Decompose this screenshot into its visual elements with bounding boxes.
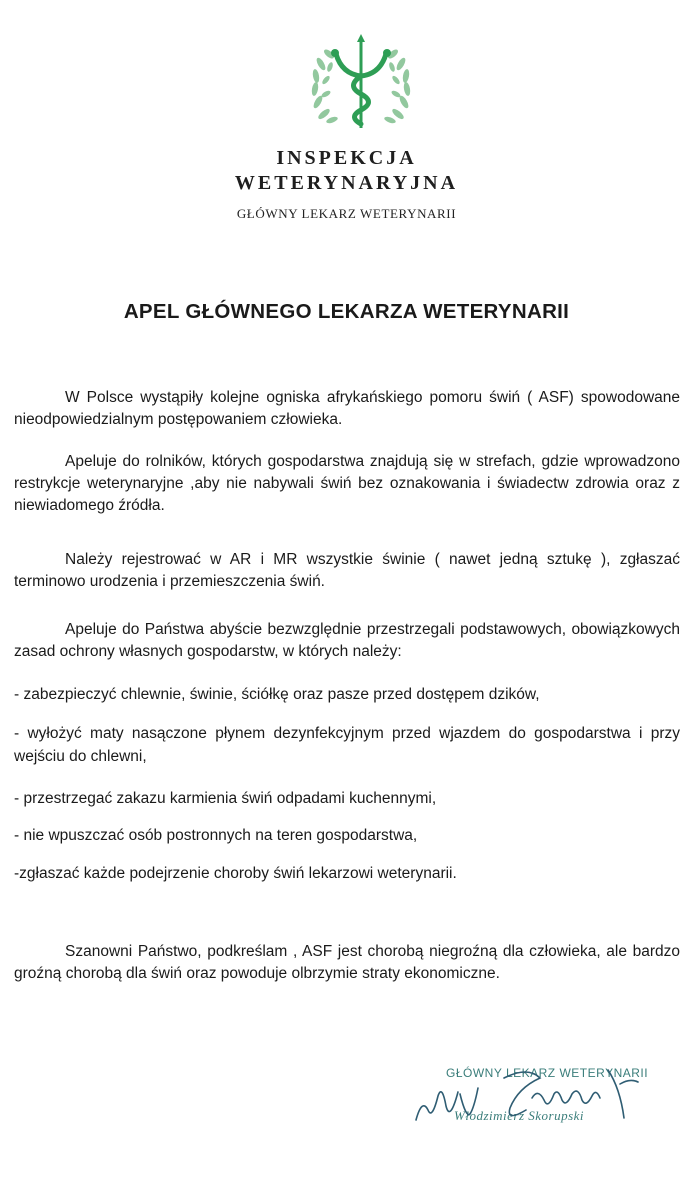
list-item: - wyłożyć maty nasączone płynem dezynfekcyjnym przed wjazdem do gospodarstwa i przy wejściu do chlewni, (14, 725, 680, 765)
list-item: - nie wpuszczać osób postronnych na teren gospodarstwa, (14, 827, 418, 844)
handwritten-signature (408, 1048, 658, 1138)
document-title: APEL GŁÓWNEGO LEKARZA WETERYNARII (123, 300, 570, 323)
org-subtitle: GŁÓWNY LEKARZ WETERYNARII (236, 206, 457, 221)
paragraph: Apeluje do rolników, których gospodarstwa znajdują się w strefach, gdzie wprowadzono restrykcje weterynaryjne ,aby nie nabywali świń bez oznakowania i świadectw zdrowia oraz z niewiadomego źródła. (14, 453, 680, 514)
list-item: - zabezpieczyć chlewnie, świnie, ściółkę oraz pasze przed dostępem dzików, (14, 686, 540, 703)
paragraph: Apeluje do Państwa abyście bezwzględnie przestrzegali podstawowych, obowiązkowych zasad ochrony własnych gospodarstw, w których należy: (14, 621, 680, 660)
paragraph: W Polsce wystąpiły kolejne ogniska afrykańskiego pomoru świń ( ASF) spowodowane nieodpowiedzialnym postępowaniem człowieka. (14, 389, 680, 428)
list-item: -zgłaszać każde podejrzenie choroby świń lekarzowi weterynarii. (14, 865, 457, 882)
stamp-title: GŁÓWNY LEKARZ WETERYNARII (446, 1066, 649, 1080)
org-name-line-1: INSPEKCJA (276, 147, 417, 169)
paragraph: Należy rejestrować w AR i MR wszystkie świnie ( nawet jedną sztukę ), zgłaszać terminowo urodzenia i przemieszczenia świń. (14, 551, 680, 590)
caduceus-logo-icon (306, 34, 416, 134)
signature-block (408, 1048, 658, 1138)
closing-paragraph: Szanowni Państwo, podkreślam , ASF jest chorobą niegroźną dla człowieka, ale bardzo groźną chorobą dla świń oraz powoduje olbrzymie straty ekonomiczne. (14, 943, 680, 982)
list-item: - przestrzegać zakazu karmienia świń odpadami kuchennymi, (14, 790, 437, 807)
stamp-name: Włodzimierz Skorupski (454, 1108, 585, 1123)
org-name-line-2: WETERYNARYJNA (234, 172, 459, 194)
